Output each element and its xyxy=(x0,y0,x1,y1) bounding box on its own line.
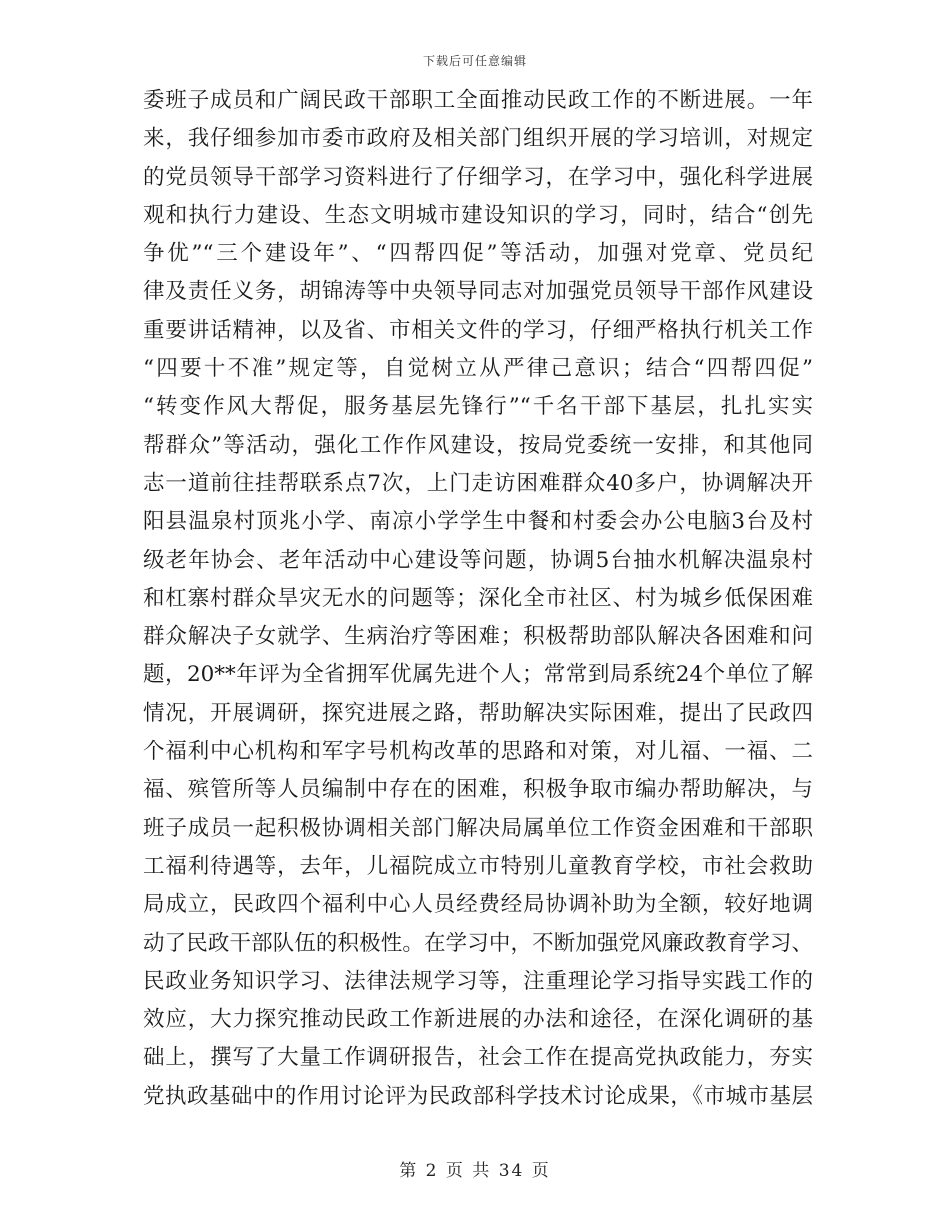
text-line: “四要十不准”规定等，自觉树立从严律己意识；结合“四帮四促” xyxy=(143,356,813,382)
text-line: 动了民政干部队伍的积极性。在学习中，不断加强党风廉政教育学习、 xyxy=(143,930,813,956)
text-line: 和杠寨村群众旱灾无水的问题等；深化全市社区、村为城乡低保困难 xyxy=(143,585,813,611)
text-line: 班子成员一起积极协调相关部门解决局属单位工作资金困难和干部职 xyxy=(143,815,813,841)
text-line: 工福利待遇等，去年，儿福院成立市特别儿童教育学校，市社会救助 xyxy=(143,853,813,879)
text-line: 福、殡管所等人员编制中存在的困难，积极争取市编办帮助解决，与 xyxy=(143,777,813,803)
page-header: 下载后可任意编辑 xyxy=(422,54,527,68)
text-line: 局成立，民政四个福利中心人员经费经局协调补助为全额，较好地调 xyxy=(143,892,813,918)
text-line: “转变作风大帮促，服务基层先锋行”“千名干部下基层，扎扎实实 xyxy=(143,394,813,420)
text-line: 阳县温泉村顶兆小学、南凉小学学生中餐和村委会办公电脑3台及村 xyxy=(143,509,813,535)
text-line: 民政业务知识学习、法律法规学习等，注重理论学习指导实践工作的 xyxy=(143,968,813,994)
text-line: 观和执行力建设、生态文明城市建设知识的学习，同时，结合“创先 xyxy=(143,202,813,228)
text-line: 级老年协会、老年活动中心建设等问题，协调5台抽水机解决温泉村 xyxy=(143,547,813,573)
text-line: 情况，开展调研，探究进展之路，帮助解决实际困难，提出了民政四 xyxy=(143,700,813,726)
text-line: 群众解决子女就学、生病治疗等困难；积极帮助部队解决各困难和问 xyxy=(143,624,813,650)
body-text xyxy=(143,82,813,1116)
text-line: 来，我仔细参加市委市政府及相关部门组织开展的学习培训，对规定 xyxy=(143,126,813,152)
text-line: 委班子成员和广阔民政干部职工全面推动民政工作的不断进展。一年 xyxy=(143,88,813,113)
text-line: 党执政基础中的作用讨论评为民政部科学技术讨论成果，《市城市基层 xyxy=(143,1083,813,1109)
text-line: 础上，撰写了大量工作调研报告，社会工作在提高党执政能力，夯实 xyxy=(143,1045,813,1071)
text-line: 题，20**年评为全省拥军优属先进个人；常常到局系统24个单位了解 xyxy=(143,662,813,688)
text-line: 重要讲话精神，以及省、市相关文件的学习，仔细严格执行机关工作 xyxy=(143,317,813,343)
text-line: 争优”“三个建设年”、“四帮四促”等活动，加强对党章、党员纪 xyxy=(143,241,813,267)
page-number: 第 2 页 共 34 页 xyxy=(399,1161,551,1181)
text-line: 效应，大力探究推动民政工作新进展的办法和途径，在深化调研的基 xyxy=(143,1007,813,1033)
text-line: 帮群众”等活动，强化工作作风建设，按局党委统一安排，和其他同 xyxy=(143,432,813,458)
text-line: 个福利中心机构和军字号机构改革的思路和对策，对儿福、一福、二 xyxy=(143,739,813,765)
text-line: 的党员领导干部学习资料进行了仔细学习，在学习中，强化科学进展 xyxy=(143,164,813,190)
text-line: 律及责任义务，胡锦涛等中央领导同志对加强党员领导干部作风建设 xyxy=(143,279,813,305)
text-line: 志一道前往挂帮联系点7次，上门走访困难群众40多户，协调解决开 xyxy=(143,470,813,496)
